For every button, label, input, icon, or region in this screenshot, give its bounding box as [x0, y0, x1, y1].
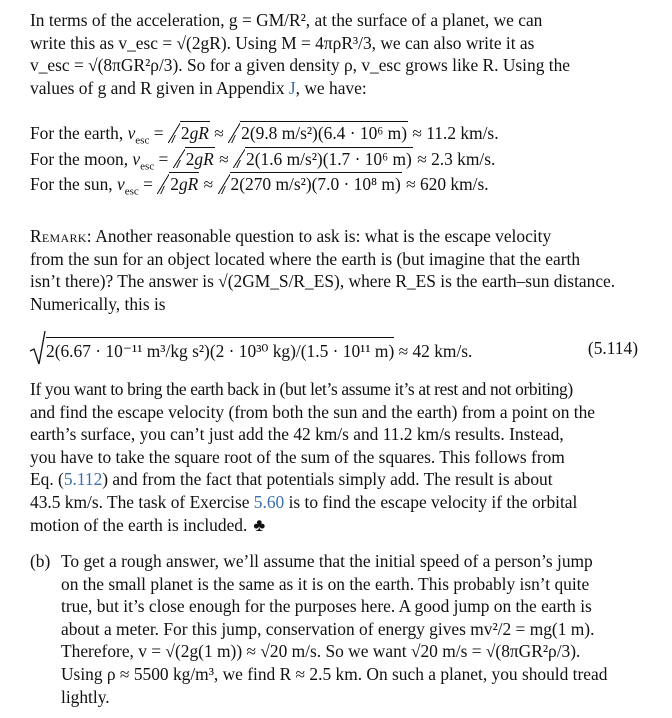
- p3-line-6-end: is to find the escape velocity if the orbital: [284, 491, 578, 512]
- equation-5-114-expression: [30, 337, 472, 363]
- remark-label: Remark:: [30, 226, 92, 246]
- p3-line-5: [30, 468, 638, 491]
- equation-earth-radicand: (9.8 m/s²)(6.4 · 10⁶ m): [249, 123, 407, 143]
- intro-line-3: v_esc = √(8πGR²ρ/3). So for a given density ρ, v_esc grows like R. Using the: [30, 55, 570, 76]
- big-radical: [30, 337, 394, 363]
- pb-line-1: To get a rough answer, we’ll assume that the initial speed of a person’s jump: [61, 551, 593, 571]
- remark-line-4: Numerically, this is: [30, 293, 166, 314]
- escape-velocity-equations: [30, 121, 638, 198]
- eq-5-112-link[interactable]: 5.112: [63, 469, 103, 490]
- earth-back-paragraph: [30, 378, 638, 536]
- equation-earth: For the earth, $v_{esc}$ = 2gR ≈ 2(9.8 m/s²)(6.4 · 10⁶ m) ≈ 11.2 km/s.: [30, 123, 499, 147]
- p3-line-6-start: 43.5 km/s. The task of Exercise: [30, 491, 254, 512]
- p3-line-5-start: Eq. (: [30, 469, 64, 490]
- intro-paragraph: [30, 9, 638, 99]
- p3-line-7-text: motion of the earth is included.: [30, 514, 248, 535]
- pb-line-4: about a meter. For this jump, conservation of energy gives mv²/2 = mg(1 m).: [61, 618, 595, 639]
- remark-line-3: isn’t there)? The answer is √(2GM_S/R_ES), where R_ES is the earth–sun distance.: [30, 271, 616, 292]
- equation-sun: For the sun, $v_{esc}$ = 2gR ≈ 2(270 m/s²)(7.0 · 10⁸ m) ≈ 620 km/s.: [30, 174, 489, 198]
- intro-line-4-end: , we have:: [295, 77, 367, 98]
- intro-line-4-text: values of g and R given in Appendix: [30, 77, 289, 98]
- p3-line-3: earth’s surface, you can’t just add the 42 km/s and 11.2 km/s results. Instead,: [30, 424, 564, 445]
- p3-line-4: you have to take the square root of the sum of the squares. This follows from: [30, 446, 565, 467]
- remark-line-2: from the sun for an object located where the earth is (but imagine that the earth: [30, 248, 581, 269]
- pb-line-3: true, but it’s close enough for the purposes here. A good jump on the earth is: [61, 596, 592, 617]
- club-icon: ♣: [253, 514, 266, 535]
- pb-line-6: Using ρ ≈ 5500 kg/m³, we find R ≈ 2.5 km. On such a planet, you should tread: [61, 663, 608, 684]
- pb-line-7: lightly.: [61, 686, 110, 707]
- equation-moon-label: For the moon,: [30, 148, 133, 169]
- remark-paragraph: [30, 225, 638, 315]
- intro-line-4: [30, 77, 638, 100]
- appendix-link[interactable]: J: [288, 77, 296, 98]
- pb-line-5: Therefore, v = √(2g(1 m)) ≈ √20 m/s. So we want √20 m/s = √(8πGR²ρ/3).: [61, 641, 581, 662]
- p3-line-1: If you want to bring the earth back in (but let’s assume it’s at rest and not orbiting): [30, 379, 573, 399]
- p3-line-5-end: ) and from the fact that potentials simply add. The result is about: [102, 469, 553, 490]
- part-b-label: (b): [30, 551, 51, 571]
- pb-line-2: on the small planet is the same as it is on the earth. This probably isn’t quite: [61, 573, 590, 594]
- p3-line-2: and find the escape velocity (from both the sun and the earth) from a point on the: [30, 401, 596, 422]
- equation-earth-label: For the earth,: [30, 123, 128, 143]
- part-b-text: [61, 550, 638, 708]
- equation-earth-result: ≈ 11.2 km/s.: [408, 123, 499, 143]
- equation-moon-result: ≈ 2.3 km/s.: [412, 148, 496, 169]
- equation-sun-label: For the sun,: [30, 174, 117, 195]
- equation-sun-radicand: (270 m/s²)(7.0 · 10⁸ m): [239, 174, 401, 195]
- p3-line-6: [30, 491, 638, 514]
- equation-number: (5.114): [587, 338, 638, 358]
- intro-line-2: write this as v_esc = √(2gR). Using M = 4πρR³/3, we can also write it as: [30, 32, 535, 53]
- radical-sign-icon: [30, 331, 46, 365]
- equation-moon-radicand: (1.6 m/s²)(1.7 · 10⁶ m): [254, 148, 412, 169]
- equation-moon: For the moon, $v_{esc}$ = 2gR ≈ 2(1.6 m/s²)(1.7 · 10⁶ m) ≈ 2.3 km/s.: [30, 148, 496, 173]
- equation-5-114-radicand: 2(6.67 · 10⁻¹¹ m³/kg s²)(2 · 10³⁰ kg)/(1.5 · 10¹¹ m): [46, 337, 394, 363]
- equation-sun-result: ≈ 620 km/s.: [401, 174, 489, 195]
- equation-5-114: [30, 331, 638, 373]
- intro-line-1: In terms of the acceleration, g = GM/R², at the surface of a planet, we can: [30, 10, 543, 30]
- exercise-5-60-link[interactable]: 5.60: [253, 491, 285, 512]
- remark-line-1-text: Another reasonable question to ask is: what is the escape velocity: [91, 226, 552, 246]
- p3-line-7: [30, 514, 638, 537]
- equation-5-114-result: ≈ 42 km/s.: [394, 341, 473, 361]
- remark-line-1: [30, 225, 638, 248]
